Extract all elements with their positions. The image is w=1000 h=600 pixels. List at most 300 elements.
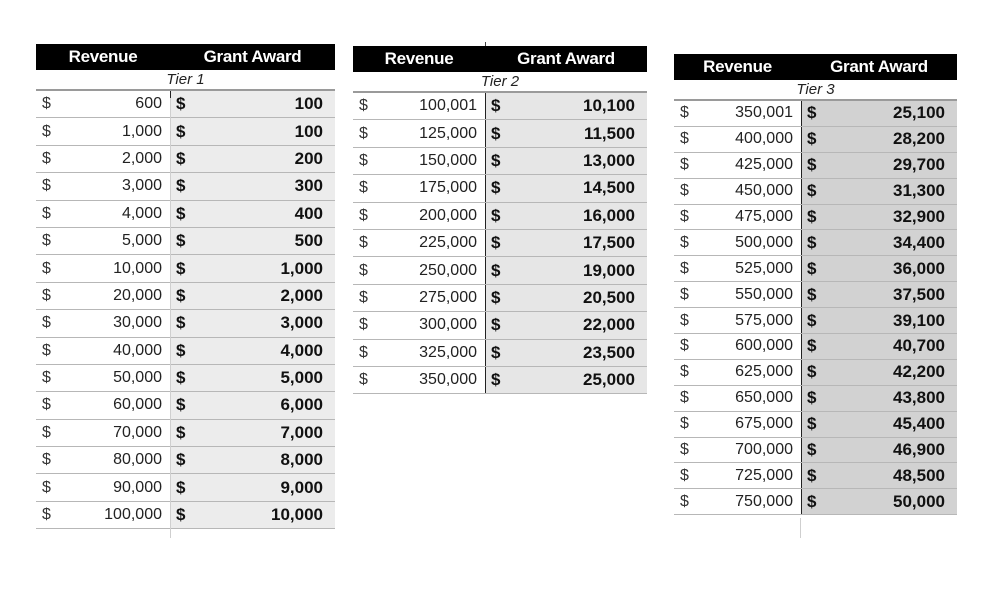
- revenue-currency-symbol: $: [42, 122, 51, 140]
- grant-award-cell: [801, 308, 957, 333]
- tier-2-revenue-header: Revenue: [384, 49, 454, 68]
- revenue-currency-symbol: $: [359, 97, 368, 115]
- table-row: [36, 146, 335, 173]
- revenue-cell: [353, 257, 485, 283]
- grant-award-cell: [170, 365, 335, 391]
- grant-award-cell: [485, 312, 647, 338]
- grant-award-cell: [485, 367, 647, 393]
- grant-award-value: 36,000: [893, 258, 945, 278]
- revenue-value: 50,000: [113, 369, 162, 387]
- grant-award-cell: [485, 257, 647, 283]
- grant-currency-symbol: $: [176, 368, 186, 388]
- revenue-cell: [36, 91, 170, 117]
- grant-currency-symbol: $: [807, 232, 817, 252]
- revenue-value: 2,000: [121, 149, 162, 167]
- revenue-currency-symbol: $: [680, 104, 689, 122]
- revenue-cell: [36, 310, 170, 336]
- revenue-cell: [674, 230, 801, 255]
- revenue-currency-symbol: $: [680, 441, 689, 459]
- tier-2-rows: [353, 93, 647, 394]
- revenue-currency-symbol: $: [42, 259, 51, 277]
- revenue-cell: [36, 201, 170, 227]
- table-row: [353, 148, 647, 175]
- table-row: [353, 175, 647, 202]
- table-row: [353, 257, 647, 284]
- revenue-value: 750,000: [735, 492, 793, 510]
- grant-award-value: 13,000: [583, 150, 635, 170]
- grant-award-cell: [170, 420, 335, 446]
- grant-currency-symbol: $: [491, 260, 501, 280]
- revenue-value: 250,000: [419, 261, 477, 279]
- revenue-currency-symbol: $: [680, 182, 689, 200]
- revenue-cell: [674, 153, 801, 178]
- revenue-value: 500,000: [735, 233, 793, 251]
- grant-award-cell: [485, 148, 647, 174]
- grant-award-cell: [170, 283, 335, 309]
- grant-currency-symbol: $: [807, 465, 817, 485]
- grant-currency-symbol: $: [807, 103, 817, 123]
- revenue-value: 625,000: [735, 363, 793, 381]
- grant-award-value: 45,400: [893, 414, 945, 434]
- revenue-currency-symbol: $: [680, 389, 689, 407]
- revenue-currency-symbol: $: [680, 233, 689, 251]
- grant-award-value: 19,000: [583, 260, 635, 280]
- revenue-currency-symbol: $: [680, 415, 689, 433]
- grant-award-value: 500: [294, 231, 323, 251]
- grant-currency-symbol: $: [491, 370, 501, 390]
- revenue-cell: [36, 255, 170, 281]
- revenue-cell: [36, 392, 170, 418]
- revenue-currency-symbol: $: [680, 466, 689, 484]
- revenue-cell: [353, 285, 485, 311]
- table-row: [36, 474, 335, 501]
- revenue-cell: [36, 365, 170, 391]
- tier-2-table: [353, 46, 647, 394]
- grant-currency-symbol: $: [491, 150, 501, 170]
- revenue-value: 150,000: [419, 151, 477, 169]
- grant-award-value: 14,500: [583, 178, 635, 198]
- grant-award-value: 48,500: [893, 465, 945, 485]
- revenue-value: 90,000: [113, 478, 162, 496]
- revenue-value: 475,000: [735, 208, 793, 225]
- table-row: [674, 489, 957, 515]
- grant-award-cell: [485, 175, 647, 201]
- revenue-cell: [674, 205, 801, 230]
- grant-award-value: 50,000: [893, 491, 945, 511]
- grant-currency-symbol: $: [491, 123, 501, 143]
- grant-currency-symbol: $: [807, 414, 817, 434]
- grant-award-cell: [801, 438, 957, 463]
- grant-currency-symbol: $: [807, 336, 817, 356]
- revenue-currency-symbol: $: [359, 371, 368, 389]
- grant-award-value: 17,500: [583, 233, 635, 253]
- grant-currency-symbol: $: [176, 176, 186, 196]
- revenue-currency-symbol: $: [42, 286, 51, 304]
- table-row: [353, 312, 647, 339]
- table-row: [36, 118, 335, 145]
- grant-currency-symbol: $: [807, 362, 817, 382]
- grant-award-cell: [801, 282, 957, 307]
- table-row: [353, 203, 647, 230]
- revenue-cell: [36, 228, 170, 254]
- grant-award-cell: [801, 360, 957, 385]
- grant-currency-symbol: $: [491, 205, 501, 225]
- grant-award-cell: [801, 256, 957, 281]
- table-row: [674, 360, 957, 386]
- revenue-currency-symbol: $: [359, 206, 368, 224]
- revenue-value: 300,000: [419, 316, 477, 334]
- grant-award-value: 42,200: [893, 362, 945, 382]
- revenue-currency-symbol: $: [359, 288, 368, 306]
- table-row: [674, 438, 957, 464]
- table-row: [674, 256, 957, 282]
- grant-currency-symbol: $: [491, 96, 501, 116]
- revenue-cell: [674, 386, 801, 411]
- revenue-value: 700,000: [735, 441, 793, 459]
- grant-currency-symbol: $: [176, 258, 186, 278]
- table-row: [353, 93, 647, 120]
- grant-award-cell: [801, 334, 957, 359]
- grant-award-cell: [485, 93, 647, 119]
- revenue-value: 525,000: [735, 259, 793, 277]
- table-row: [674, 205, 957, 231]
- grant-currency-symbol: $: [807, 258, 817, 278]
- revenue-value: 60,000: [113, 396, 162, 414]
- revenue-cell: [674, 127, 801, 152]
- grant-currency-symbol: $: [491, 178, 501, 198]
- tier-3-title: Tier 3: [674, 80, 957, 101]
- grant-award-value: 31,300: [893, 181, 945, 201]
- grant-award-value: 6,000: [280, 395, 323, 415]
- tier-1-revenue-header: Revenue: [68, 47, 138, 66]
- tier-2-header-row: [353, 46, 647, 72]
- table-row: [36, 173, 335, 200]
- table-row: [674, 463, 957, 489]
- revenue-value: 650,000: [735, 389, 793, 407]
- revenue-cell: [674, 256, 801, 281]
- table-row: [36, 392, 335, 419]
- grant-award-value: 29,700: [893, 155, 945, 175]
- table-row: [36, 283, 335, 310]
- tier-3-header-row: [674, 54, 957, 80]
- revenue-value: 225,000: [419, 234, 477, 252]
- grant-currency-symbol: $: [176, 450, 186, 470]
- revenue-value: 40,000: [113, 341, 162, 359]
- revenue-value: 600,000: [735, 337, 793, 355]
- revenue-value: 425,000: [735, 156, 793, 174]
- grant-currency-symbol: $: [176, 340, 186, 360]
- table-row: [674, 308, 957, 334]
- grant-award-value: 4,000: [280, 340, 323, 360]
- revenue-currency-symbol: $: [359, 124, 368, 142]
- grant-award-value: 40,700: [893, 336, 945, 356]
- revenue-value: 275,000: [419, 288, 477, 306]
- revenue-cell: [36, 146, 170, 172]
- revenue-cell: [36, 502, 170, 528]
- tier-3-table: [674, 54, 957, 515]
- grant-currency-symbol: $: [491, 233, 501, 253]
- revenue-cell: [674, 308, 801, 333]
- revenue-value: 20,000: [113, 286, 162, 304]
- grant-award-value: 200: [294, 148, 323, 168]
- revenue-cell: [674, 412, 801, 437]
- revenue-cell: [674, 282, 801, 307]
- table-row: [36, 255, 335, 282]
- grant-award-cell: [485, 285, 647, 311]
- tier-1-column-divider: [170, 98, 171, 538]
- grant-award-value: 23,500: [583, 342, 635, 362]
- grant-currency-symbol: $: [176, 94, 186, 114]
- revenue-cell: [674, 101, 801, 126]
- grant-currency-symbol: $: [176, 231, 186, 251]
- grant-currency-symbol: $: [491, 287, 501, 307]
- table-row: [36, 91, 335, 118]
- revenue-value: 200,000: [419, 206, 477, 224]
- revenue-cell: [36, 283, 170, 309]
- grant-award-cell: [170, 502, 335, 528]
- grant-currency-symbol: $: [176, 203, 186, 223]
- revenue-value: 80,000: [113, 451, 162, 469]
- grant-currency-symbol: $: [176, 121, 186, 141]
- revenue-cell: [353, 175, 485, 201]
- revenue-currency-symbol: $: [42, 149, 51, 167]
- revenue-currency-symbol: $: [359, 151, 368, 169]
- revenue-value: 550,000: [735, 285, 793, 303]
- revenue-cell: [36, 338, 170, 364]
- grant-award-cell: [485, 120, 647, 146]
- grant-currency-symbol: $: [807, 440, 817, 460]
- revenue-value: 450,000: [735, 182, 793, 200]
- table-row: [674, 386, 957, 412]
- grant-currency-symbol: $: [807, 155, 817, 175]
- revenue-currency-symbol: $: [42, 506, 51, 524]
- revenue-value: 10,000: [113, 259, 162, 277]
- revenue-currency-symbol: $: [359, 343, 368, 361]
- grant-currency-symbol: $: [807, 129, 817, 149]
- table-row: [36, 447, 335, 474]
- revenue-value: 400,000: [735, 130, 793, 148]
- revenue-value: 30,000: [113, 314, 162, 332]
- grant-currency-symbol: $: [807, 310, 817, 330]
- revenue-cell: [353, 312, 485, 338]
- table-row: [674, 334, 957, 360]
- grant-award-value: 10,100: [583, 96, 635, 116]
- table-row: [36, 502, 335, 529]
- grant-currency-symbol: $: [176, 422, 186, 442]
- grant-award-cell: [170, 228, 335, 254]
- revenue-value: 5,000: [121, 232, 162, 250]
- tier-1-grant-header: Grant Award: [203, 47, 302, 66]
- grant-award-value: 25,100: [893, 103, 945, 123]
- revenue-cell: [674, 463, 801, 488]
- grant-award-value: 20,500: [583, 287, 635, 307]
- revenue-currency-symbol: $: [359, 234, 368, 252]
- revenue-currency-symbol: $: [42, 95, 51, 113]
- revenue-value: 70,000: [113, 423, 162, 441]
- grant-award-value: 7,000: [280, 422, 323, 442]
- tier-3-grant-header: Grant Award: [830, 57, 928, 76]
- grant-award-cell: [801, 127, 957, 152]
- grant-award-cell: [170, 310, 335, 336]
- grant-award-cell: [170, 474, 335, 500]
- grant-award-value: 2,000: [280, 285, 323, 305]
- revenue-cell: [353, 148, 485, 174]
- revenue-cell: [353, 340, 485, 366]
- tier-3-rows: [674, 101, 957, 515]
- grant-award-value: 46,900: [893, 440, 945, 460]
- grant-award-cell: [801, 101, 957, 126]
- grant-award-cell: [170, 392, 335, 418]
- revenue-value: 4,000: [121, 204, 162, 222]
- table-row: [674, 412, 957, 438]
- table-row: [36, 310, 335, 337]
- revenue-cell: [36, 474, 170, 500]
- revenue-value: 125,000: [419, 124, 477, 142]
- revenue-cell: [36, 447, 170, 473]
- revenue-currency-symbol: $: [42, 232, 51, 250]
- grant-award-cell: [170, 255, 335, 281]
- grant-award-value: 32,900: [893, 207, 945, 226]
- tier-1-header-row: [36, 44, 335, 70]
- revenue-currency-symbol: $: [680, 130, 689, 148]
- grant-award-cell: [170, 201, 335, 227]
- revenue-value: 100,001: [419, 97, 477, 115]
- grant-award-cell: [801, 230, 957, 255]
- revenue-cell: [36, 118, 170, 144]
- table-row: [674, 127, 957, 153]
- grant-award-value: 100: [294, 94, 323, 114]
- tier-3-revenue-header: Revenue: [703, 57, 772, 76]
- grant-award-cell: [485, 230, 647, 256]
- revenue-currency-symbol: $: [42, 423, 51, 441]
- revenue-value: 600: [135, 95, 162, 113]
- revenue-currency-symbol: $: [42, 341, 51, 359]
- revenue-currency-symbol: $: [42, 369, 51, 387]
- table-row: [36, 420, 335, 447]
- revenue-value: 3,000: [121, 177, 162, 195]
- revenue-value: 325,000: [419, 343, 477, 361]
- grant-award-value: 28,200: [893, 129, 945, 149]
- revenue-currency-symbol: $: [359, 179, 368, 197]
- table-row: [674, 230, 957, 256]
- table-row: [674, 282, 957, 308]
- grant-award-value: 25,000: [583, 370, 635, 390]
- table-row: [674, 179, 957, 205]
- grant-award-cell: [170, 447, 335, 473]
- grant-currency-symbol: $: [176, 285, 186, 305]
- revenue-currency-symbol: $: [42, 177, 51, 195]
- grant-currency-symbol: $: [491, 315, 501, 335]
- grant-award-cell: [801, 205, 957, 230]
- grant-currency-symbol: $: [176, 313, 186, 333]
- grant-currency-symbol: $: [176, 477, 186, 497]
- revenue-currency-symbol: $: [42, 451, 51, 469]
- revenue-cell: [36, 173, 170, 199]
- table-row: [36, 201, 335, 228]
- grant-award-value: 3,000: [280, 313, 323, 333]
- revenue-currency-symbol: $: [680, 208, 689, 225]
- grant-award-cell: [170, 173, 335, 199]
- grant-currency-symbol: $: [807, 388, 817, 408]
- tier-1-title: Tier 1: [36, 70, 335, 91]
- table-row: [36, 365, 335, 392]
- revenue-cell: [353, 203, 485, 229]
- grant-award-value: 9,000: [280, 477, 323, 497]
- grant-award-value: 37,500: [893, 284, 945, 304]
- grant-currency-symbol: $: [176, 505, 186, 525]
- revenue-cell: [353, 230, 485, 256]
- revenue-currency-symbol: $: [359, 316, 368, 334]
- revenue-cell: [674, 334, 801, 359]
- grant-award-value: 39,100: [893, 310, 945, 330]
- grant-currency-symbol: $: [807, 284, 817, 304]
- revenue-value: 1,000: [121, 122, 162, 140]
- revenue-currency-symbol: $: [42, 314, 51, 332]
- revenue-value: 725,000: [735, 466, 793, 484]
- grant-award-value: 1,000: [280, 258, 323, 278]
- revenue-cell: [36, 420, 170, 446]
- revenue-value: 675,000: [735, 415, 793, 433]
- grant-currency-symbol: $: [491, 342, 501, 362]
- revenue-cell: [674, 360, 801, 385]
- table-row: [674, 101, 957, 127]
- grant-award-value: 300: [294, 176, 323, 196]
- tier-3-column-divider: [800, 518, 801, 538]
- grant-award-cell: [485, 203, 647, 229]
- revenue-value: 350,000: [419, 371, 477, 389]
- grant-award-value: 43,800: [893, 388, 945, 408]
- revenue-value: 100,000: [104, 506, 162, 524]
- grant-award-cell: [801, 179, 957, 204]
- revenue-currency-symbol: $: [680, 337, 689, 355]
- grant-award-cell: [170, 338, 335, 364]
- table-row: [353, 285, 647, 312]
- grant-award-cell: [485, 340, 647, 366]
- revenue-cell: [674, 179, 801, 204]
- grant-award-value: 34,400: [893, 232, 945, 252]
- table-row: [353, 367, 647, 394]
- grant-currency-symbol: $: [176, 395, 186, 415]
- revenue-value: 175,000: [419, 179, 477, 197]
- grant-award-value: 400: [294, 203, 323, 223]
- grant-award-value: 22,000: [583, 315, 635, 335]
- revenue-currency-symbol: $: [42, 478, 51, 496]
- grant-award-value: 16,000: [583, 205, 635, 225]
- revenue-cell: [674, 438, 801, 463]
- revenue-currency-symbol: $: [680, 156, 689, 174]
- grant-award-cell: [170, 118, 335, 144]
- grant-currency-symbol: $: [807, 207, 817, 226]
- grant-award-value: 5,000: [280, 368, 323, 388]
- revenue-currency-symbol: $: [680, 492, 689, 510]
- grant-award-value: 10,000: [271, 505, 323, 525]
- grant-currency-symbol: $: [807, 491, 817, 511]
- grant-currency-symbol: $: [176, 148, 186, 168]
- grant-award-value: 11,500: [583, 123, 635, 143]
- revenue-cell: [674, 489, 801, 514]
- grant-award-cell: [801, 489, 957, 514]
- grant-award-cell: [170, 91, 335, 117]
- revenue-value: 350,001: [735, 104, 793, 122]
- grant-award-cell: [801, 153, 957, 178]
- tier-1-rows: [36, 91, 335, 529]
- revenue-currency-symbol: $: [42, 396, 51, 414]
- grant-award-value: 100: [294, 121, 323, 141]
- revenue-currency-symbol: $: [680, 363, 689, 381]
- table-row: [36, 338, 335, 365]
- grant-award-value: 8,000: [280, 450, 323, 470]
- grant-award-cell: [801, 386, 957, 411]
